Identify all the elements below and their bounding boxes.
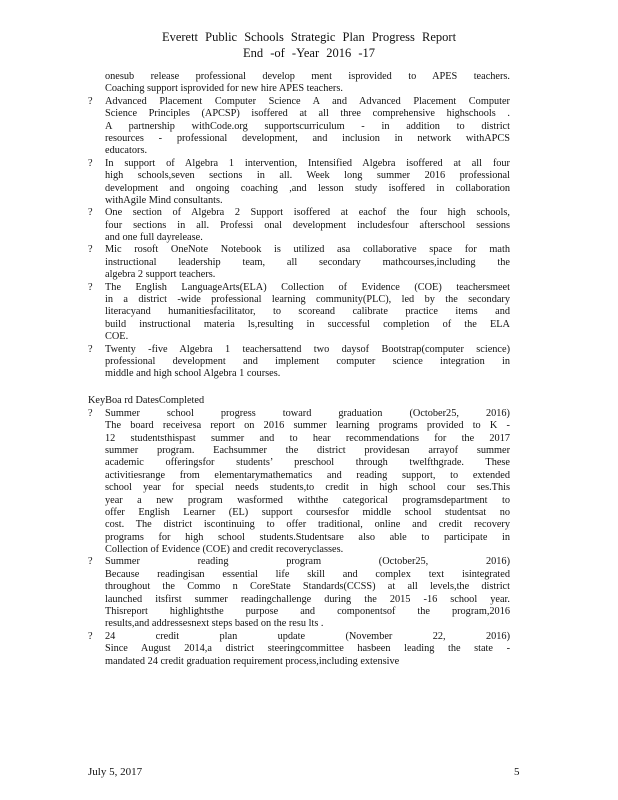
text-line: resources - professional development, and inclusion in network withAPCS — [105, 132, 510, 144]
text-line: Advanced Placement Computer Science A and Advanced Placement Computer — [105, 95, 510, 107]
section-title: KeyBoa rd DatesCompleted — [88, 394, 205, 406]
text-line: programs for high school students.Studentsare also able to participate in — [105, 531, 510, 543]
text-line: high schools,seven sections in all. Week long summer 2016 professional — [105, 170, 510, 182]
bullet-item — [88, 282, 510, 344]
text-line: Collection of Evidence (COE) and credit recoveryclasses. — [105, 544, 344, 556]
text-line: In support of Algebra 1 intervention, Intensified Algebra isoffered at all four — [105, 157, 510, 169]
text-line: Because readingisan essential life skill and complex text isintegrated — [105, 568, 510, 580]
body-content — [88, 71, 510, 668]
bullet-list-board-dates — [88, 408, 510, 668]
text-line: Summer reading program (October25, 2016) — [105, 556, 510, 568]
text-line: activitiesrange from elementarymathematics and reading support, to extended — [105, 469, 510, 481]
bullet-item — [88, 556, 510, 630]
continuation-paragraph — [88, 71, 510, 96]
text-line: literacyand humanitiesfacilitator, to scoreand calibrate practice items and — [105, 306, 510, 318]
text-line: Since August 2014,a district steeringcommittee hasbeen leading the state - — [105, 643, 510, 655]
bullet-item — [88, 96, 510, 158]
bullet-marker: ? — [88, 95, 93, 107]
text-line: results,and addressesnext steps based on the resu lts . — [105, 618, 324, 630]
text-line: Mic rosoft OneNote Notebook is utilized asa collaborative space for math — [105, 244, 510, 256]
text-line: development and ongoing coaching ,and lesson study isoffered in collaboration — [105, 182, 510, 194]
text-line: mandated 24 credit graduation requirement process,including extensive — [105, 655, 400, 667]
text-line: onesub release professional develop ment isprovided to APES teachers. — [105, 71, 510, 82]
bullet-marker: ? — [88, 244, 93, 256]
text-line: Coaching support isprovided for new hire APES teachers. — [105, 83, 343, 95]
report-title: Everett Public Schools Strategic Plan Progress Report — [161, 30, 457, 44]
text-line: summer program. Eachsummer the district providesan arrayof summer — [105, 444, 510, 456]
bullet-item — [88, 244, 510, 281]
text-line: 12 studentsthispast summer and to hear recommendations for the 2017 — [105, 432, 510, 444]
text-line: 24 credit plan update (November 22, 2016) — [105, 630, 510, 642]
text-line: and one full dayrelease. — [105, 232, 203, 244]
text-line: four sections in all. Professi onal development includesfour afterschool sessions — [105, 219, 510, 231]
text-line: The English LanguageArts(ELA) Collection of Evidence (COE) teachersmeet — [105, 281, 510, 293]
bullet-marker: ? — [88, 630, 93, 642]
text-line: COE. — [105, 331, 129, 343]
text-line: launched itsfirst summer readingchallenge during the 2015 -16 school year. — [105, 593, 510, 605]
text-line: instructional leadership team, all secondary mathcourses,including the — [105, 256, 510, 268]
text-line: educators. — [105, 145, 148, 157]
bullet-item — [88, 408, 510, 557]
bullet-item — [88, 207, 510, 244]
report-subtitle: End -of -Year 2016 -17 — [242, 46, 376, 60]
text-line: Science Principles (APCSP) isoffered at all three comprehensive highschools . — [105, 108, 510, 120]
text-line: The board receivesa report on 2016 summer learning programs provided to K - — [105, 420, 510, 432]
bullet-item — [88, 344, 510, 381]
text-line: Twenty -five Algebra 1 teachersattend two daysof Bootstrap(computer science) — [105, 343, 510, 355]
bullet-marker: ? — [88, 281, 93, 293]
text-line: cost. The district iscontinuing to offer traditional, online and credit recovery — [105, 519, 510, 531]
text-line: One section of Algebra 2 Support isoffered at eachof the four high schools, — [105, 207, 510, 219]
text-line: year a new program wasformed withthe categorical programsdepartment to — [105, 494, 510, 506]
bullet-list-initiatives — [88, 96, 510, 381]
page-number: 5 — [514, 766, 520, 778]
bullet-item — [88, 631, 510, 668]
footer-date: July 5, 2017 — [88, 766, 143, 778]
bullet-marker: ? — [88, 157, 93, 169]
text-line: academic offeringsfor students’ preschool through twelfthgrade. These — [105, 457, 510, 469]
text-line: algebra 2 support teachers. — [105, 269, 216, 281]
text-line: throughout the Commo n CoreState Standards(CCSS) at all levels,the district — [105, 581, 510, 593]
text-line: Thisreport highlightsthe purpose and componentsof the program,2016 — [105, 606, 510, 618]
bullet-marker: ? — [88, 343, 93, 355]
text-line: withAgile Mind consultants. — [105, 194, 223, 206]
text-line: professional development and implement computer science integration in — [105, 355, 510, 367]
text-line: build instructional materia ls,resulting in successful completion of the ELA — [105, 318, 510, 330]
bullet-marker: ? — [88, 556, 93, 568]
text-line: school year for special needs students,to credit in high school cour ses.This — [105, 482, 510, 494]
text-line: in a district -wide professional learning community(PLC), led by the secondary — [105, 294, 510, 306]
text-line: middle and high school Algebra 1 courses. — [105, 368, 281, 380]
bullet-item — [88, 158, 510, 208]
text-line: Summer school progress toward graduation (October25, 2016) — [105, 407, 510, 419]
bullet-marker: ? — [88, 407, 93, 419]
text-line: A partnership withCode.org supportscurriculum - in addition to district — [105, 120, 510, 132]
bullet-marker: ? — [88, 207, 93, 219]
text-line: offer English Learner (EL) support coursesfor middle school studentsat no — [105, 506, 510, 518]
